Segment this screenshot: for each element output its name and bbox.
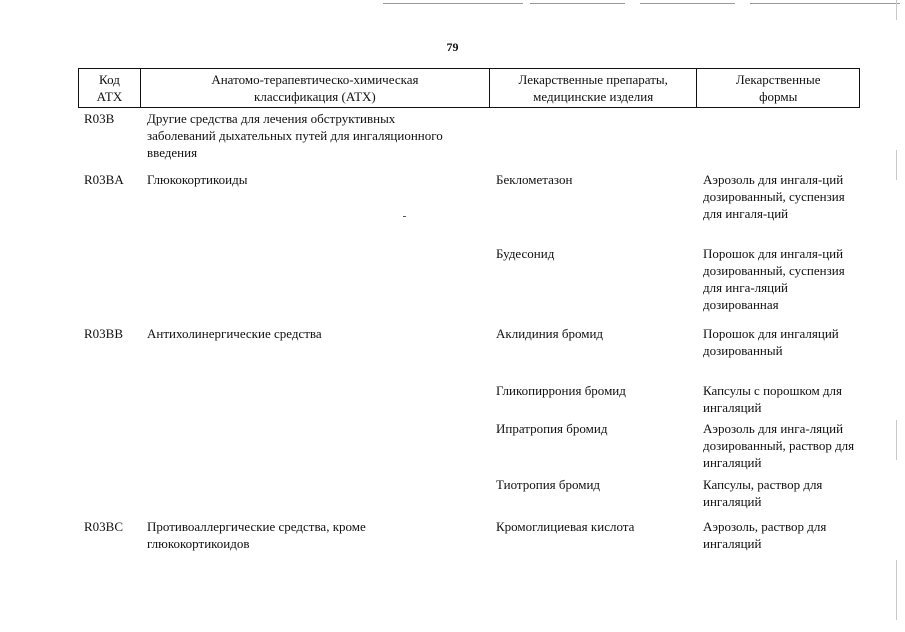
page-edge-mark	[896, 560, 897, 620]
dosage-form: Аэрозоль для инга-ляций дозированный, раствор для ингаляций	[703, 421, 855, 470]
table-row	[84, 110, 864, 171]
header-drugs: Лекарственные препараты, медицинские изделия	[490, 69, 697, 107]
dosage-form: Порошок для ингаляций дозированный	[703, 326, 839, 358]
scan-artifact-line	[530, 3, 625, 4]
dosage-form: Капсулы, раствор для ингаляций	[703, 477, 823, 509]
drug-name: Будесонид	[496, 246, 555, 261]
page-number: 79	[446, 40, 459, 54]
dosage-form: Аэрозоль для ингаля-ций дозированный, суспензия для ингаля-ций	[703, 172, 845, 221]
scan-artifact-line	[383, 3, 523, 4]
atc-code: R03B	[84, 111, 115, 126]
drug-name: Гликопиррония бромид	[496, 383, 626, 398]
header-code: Код АТХ	[79, 69, 141, 107]
atc-class: Другие средства для лечения обструктивных заболеваний дыхательных путей для ингаляционного введения	[147, 111, 443, 160]
drug-name: Ипратропия бромид	[496, 421, 608, 436]
drug-name: Аклидиния бромид	[496, 326, 604, 341]
table-row	[84, 171, 864, 245]
scan-artifact-line	[640, 3, 735, 4]
atc-code: R03BB	[84, 326, 124, 341]
header-forms: Лекарственные формы	[735, 72, 821, 104]
scan-artifact-line	[750, 3, 900, 4]
drug-name: Тиотропия бромид	[496, 477, 601, 492]
table-body	[84, 110, 864, 558]
atc-code: R03BC	[84, 519, 124, 534]
page-edge-mark	[896, 420, 897, 460]
atc-code: R03BA	[84, 172, 124, 187]
header-classification: Анатомо-терапевтическо-химическая классификация (АТХ)	[141, 69, 490, 107]
drug-name: Беклометазон	[496, 172, 573, 187]
table-header	[78, 68, 860, 108]
table-row	[84, 245, 864, 325]
table-row	[84, 518, 864, 558]
table-row	[84, 325, 864, 382]
dosage-form: Капсулы с порошком для ингаляций	[703, 383, 843, 415]
table-row	[84, 476, 864, 518]
atc-class: Глюкокортикоиды	[147, 172, 248, 187]
page-edge-mark	[896, 150, 897, 180]
table-row	[84, 382, 864, 420]
table-row	[84, 420, 864, 476]
dosage-form: Порошок для ингаля-ций дозированный, суспензия для инга-ляций дозированная	[703, 246, 845, 312]
atc-class: Противоаллергические средства, кроме глюкокортикоидов	[147, 519, 366, 551]
dosage-form: Аэрозоль, раствор для ингаляций	[703, 519, 827, 551]
drug-name: Кромоглициевая кислота	[496, 519, 635, 534]
page-edge-mark	[896, 0, 897, 20]
atc-class: Антихолинергические средства	[147, 326, 322, 341]
